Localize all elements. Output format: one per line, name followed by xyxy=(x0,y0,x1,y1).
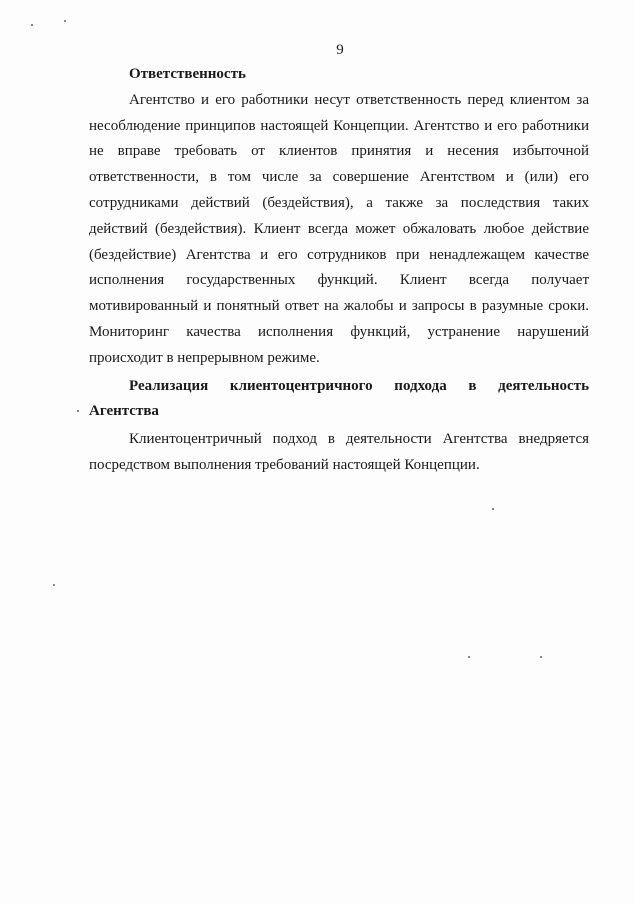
scan-speck xyxy=(53,584,55,586)
paragraph-implementation: Клиентоцентричный подход в деятельности Агентства внедряется посредством выполнения требований настоящей Концепции. xyxy=(89,431,589,473)
section-heading-implementation xyxy=(89,374,589,426)
scan-speck xyxy=(64,20,66,22)
scan-speck xyxy=(540,656,542,658)
section-heading-implementation-line1: Реализация клиентоцентричного подхода в деятельность xyxy=(129,377,589,394)
section-heading-implementation-line2: Агентства xyxy=(89,403,159,420)
page-content xyxy=(89,62,589,479)
paragraph-responsibility: Агентство и его работники несут ответственность перед клиентом за несоблюдение принципов настоящей Концепции. Агентство и его работники не вправе требовать от клиентов принятия и несения избыточной ответственности, в том числе за совершение Агентством и (или) его сотрудниками действий (бездействия), а также за последствия таких действий (бездействия). Клиент всегда может обжаловать любое действие (бездействие) Агентства и его сотрудников при ненадлежащем качестве исполнения государственных функций. Клиент всегда получает мотивированный и понятный ответ на жалобы и запросы в разумные сроки. Мониторинг качества исполнения функций, устранение нарушений происходит в непрерывном режиме. xyxy=(89,91,589,366)
scan-speck xyxy=(468,656,470,658)
section-heading-responsibility: Ответственность xyxy=(129,66,246,82)
page-number: 9 xyxy=(336,42,344,58)
scan-speck xyxy=(492,508,494,510)
scan-speck xyxy=(31,24,33,26)
scan-speck xyxy=(77,410,79,412)
